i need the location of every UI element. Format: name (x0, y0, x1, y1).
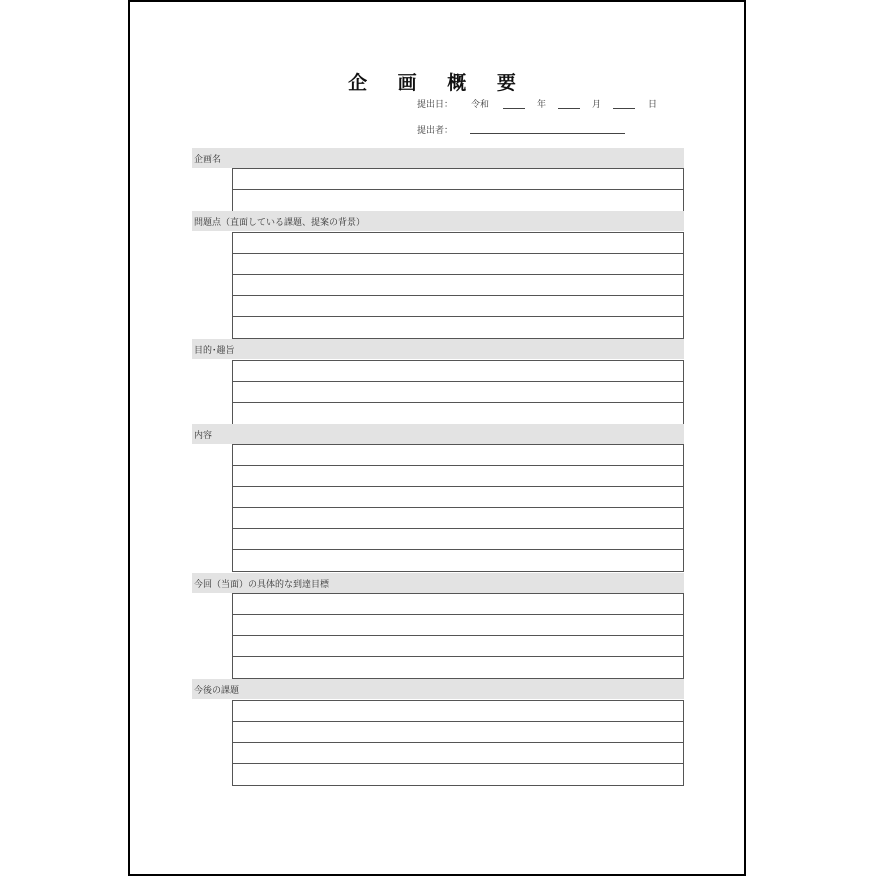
section-box-content (232, 444, 684, 572)
section-label: 内容 (194, 431, 213, 441)
submission-date-label: 提出日： (417, 100, 454, 110)
section-label: 今後の課題 (194, 686, 240, 696)
month-label: 月 (592, 100, 602, 110)
writing-line[interactable] (233, 529, 683, 550)
writing-line[interactable] (233, 275, 683, 296)
writing-line[interactable] (233, 550, 683, 571)
era-label: 令和 (471, 100, 490, 110)
writing-line[interactable] (233, 764, 683, 785)
section-label: 企画名 (194, 155, 222, 165)
day-label: 日 (648, 100, 658, 110)
section-header-plan-name (192, 148, 684, 168)
section-header-future-issues (192, 679, 684, 699)
section-header-current-goals (192, 573, 684, 593)
section-box-plan-name (232, 168, 684, 212)
section-header-purpose (192, 339, 684, 359)
writing-line[interactable] (233, 254, 683, 275)
section-label: 問題点（直面している課題、提案の背景） (194, 218, 366, 228)
section-label: 目的･趣旨 (194, 346, 235, 356)
writing-line[interactable] (233, 233, 683, 254)
writing-line[interactable] (233, 508, 683, 529)
writing-line[interactable] (233, 636, 683, 657)
writing-line[interactable] (233, 296, 683, 317)
section-box-future-issues (232, 700, 684, 786)
writing-line[interactable] (233, 594, 683, 615)
submitter-label: 提出者： (417, 126, 454, 136)
document-title: 企 画 概 要 (348, 72, 528, 94)
writing-line[interactable] (233, 701, 683, 722)
writing-line[interactable] (233, 743, 683, 764)
section-box-problems (232, 232, 684, 339)
submitter-blank[interactable] (470, 133, 625, 134)
month-blank[interactable] (558, 108, 580, 109)
section-box-purpose (232, 360, 684, 425)
writing-line[interactable] (233, 190, 683, 211)
section-header-content (192, 424, 684, 444)
writing-line[interactable] (233, 445, 683, 466)
writing-line[interactable] (233, 361, 683, 382)
year-label: 年 (537, 100, 547, 110)
section-label: 今回（当面）の具体的な到達目標 (194, 580, 330, 590)
writing-line[interactable] (233, 615, 683, 636)
section-header-problems (192, 211, 684, 231)
writing-line[interactable] (233, 466, 683, 487)
writing-line[interactable] (233, 487, 683, 508)
writing-line[interactable] (233, 657, 683, 678)
writing-line[interactable] (233, 382, 683, 403)
day-blank[interactable] (613, 108, 635, 109)
section-box-current-goals (232, 593, 684, 679)
year-blank[interactable] (503, 108, 525, 109)
writing-line[interactable] (233, 317, 683, 338)
writing-line[interactable] (233, 169, 683, 190)
writing-line[interactable] (233, 403, 683, 424)
writing-line[interactable] (233, 722, 683, 743)
